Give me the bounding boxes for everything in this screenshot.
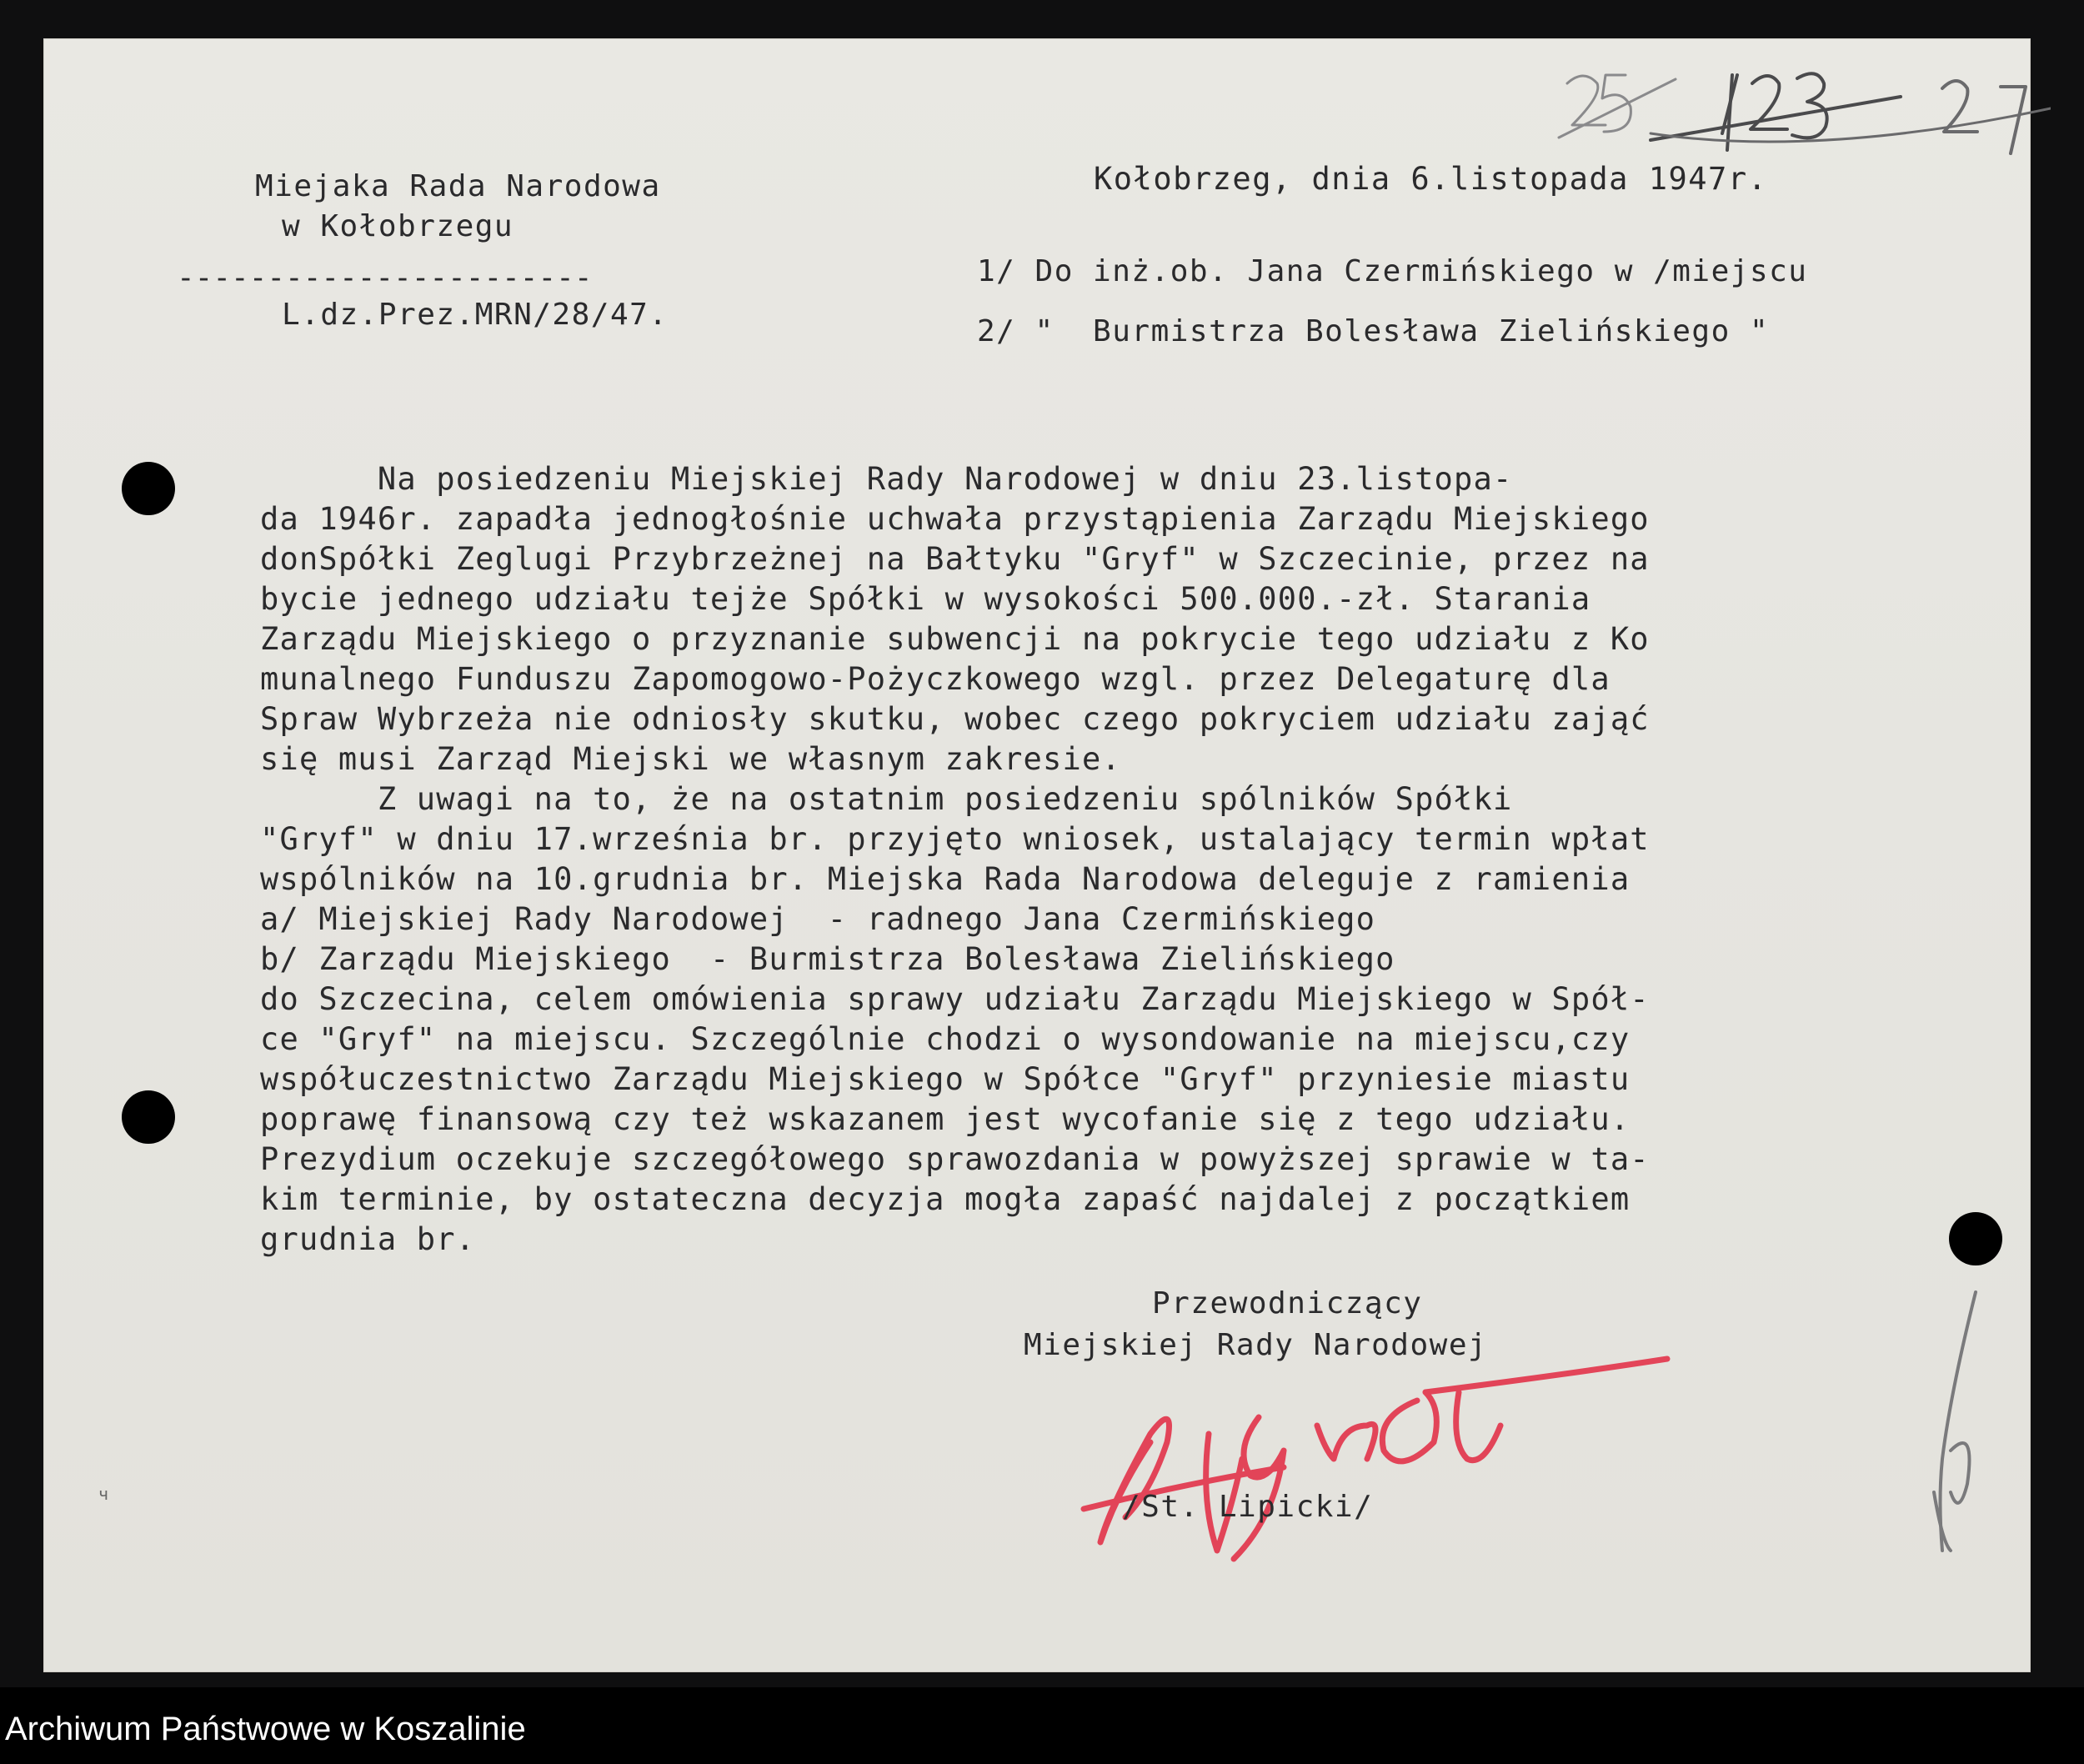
- body-line: ce "Gryf" na miejscu. Szczególnie chodzi o wysondowanie na miejscu,czy: [260, 1021, 1631, 1057]
- body-line: "Gryf" w dniu 17.września br. przyjęto wniosek, ustalający termin wpłat: [260, 821, 1650, 857]
- margin-tick-mark: ч: [98, 1484, 109, 1504]
- signatory-name: /St. Lipicki/: [1122, 1490, 1374, 1524]
- body-line: kim terminie, by ostateczna decyzja mogła zapaść najdalej z początkiem: [260, 1181, 1631, 1217]
- recipient-1: 1/ Do inż.ob. Jana Czermińskiego w /miejscu: [977, 254, 1808, 288]
- body-line: donSpółki Zeglugi Przybrzeżnej na Bałtyku "Gryf" w Szczecinie, przez na: [260, 541, 1650, 577]
- header-separator: -----------------------: [177, 261, 593, 295]
- body-line: Zarządu Miejskiego o przyznanie subwencji na pokrycie tego udziału z Ko: [260, 621, 1650, 657]
- body-line: współuczestnictwo Zarządu Miejskiego w Spółce "Gryf" przyniesie miastu: [260, 1061, 1631, 1097]
- punch-hole-bottom: [122, 1090, 175, 1144]
- body-line: poprawę finansową czy też wskazanem jest wycofanie się z tego udziału.: [260, 1101, 1631, 1137]
- archive-footer-label: Archiwum Państwowe w Koszalinie: [5, 1711, 526, 1747]
- body-line: do Szczecina, celem omówienia sprawy udziału Zarządu Miejskiego w Spół-: [260, 981, 1650, 1017]
- body-line: Prezydium oczekuje szczegółowego sprawozdania w powyższej sprawie w ta-: [260, 1141, 1650, 1177]
- body-line: wspólników na 10.grudnia br. Miejska Rada Narodowa deleguje z ramienia: [260, 861, 1631, 897]
- sender-name: Miejaka Rada Narodowa: [255, 169, 661, 203]
- body-line: bycie jednego udziału tejże Spółki w wysokości 500.000.-zł. Starania: [260, 581, 1591, 617]
- signature-organization: Miejskiej Rady Narodowej: [1024, 1328, 1488, 1362]
- body-line: grudnia br.: [260, 1221, 476, 1257]
- body-line: a/ Miejskiej Rady Narodowej - radnego Jana Czermińskiego: [260, 901, 1376, 937]
- body-line: Spraw Wybrzeża nie odniosły skutku, wobec czego pokryciem udziału zająć: [260, 701, 1650, 737]
- body-line: Z uwagi na to, że na ostatnim posiedzeniu spólników Spółki: [260, 781, 1513, 817]
- signature-title: Przewodniczący: [1152, 1286, 1423, 1320]
- punch-hole-right: [1949, 1212, 2002, 1265]
- sender-location: w Kołobrzegu: [282, 209, 514, 243]
- body-line: b/ Zarządu Miejskiego - Burmistrza Bolesława Zielińskiego: [260, 941, 1395, 977]
- date-line: Kołobrzeg, dnia 6.listopada 1947r.: [1094, 161, 1768, 197]
- body-line: Na posiedzeniu Miejskiej Rady Narodowej w dniu 23.listopa-: [260, 461, 1513, 497]
- body-line: się musi Zarząd Miejski we własnym zakresie.: [260, 741, 1121, 777]
- handwritten-signature: [1067, 1334, 1751, 1567]
- archive-number-marks: [1534, 50, 2051, 175]
- punch-hole-top: [122, 462, 175, 515]
- body-line: munalnego Funduszu Zapomogowo-Pożyczkowego wzgl. przez Delegaturę dla: [260, 661, 1611, 697]
- recipient-2: 2/ " Burmistrza Bolesława Zielińskiego ": [977, 314, 1770, 348]
- reference-number: L.dz.Prez.MRN/28/47.: [282, 298, 669, 332]
- pencil-marginal-mark: [1917, 1284, 1992, 1567]
- body-line: da 1946r. zapadła jednogłośnie uchwała przystąpienia Zarządu Miejskiego: [260, 501, 1650, 537]
